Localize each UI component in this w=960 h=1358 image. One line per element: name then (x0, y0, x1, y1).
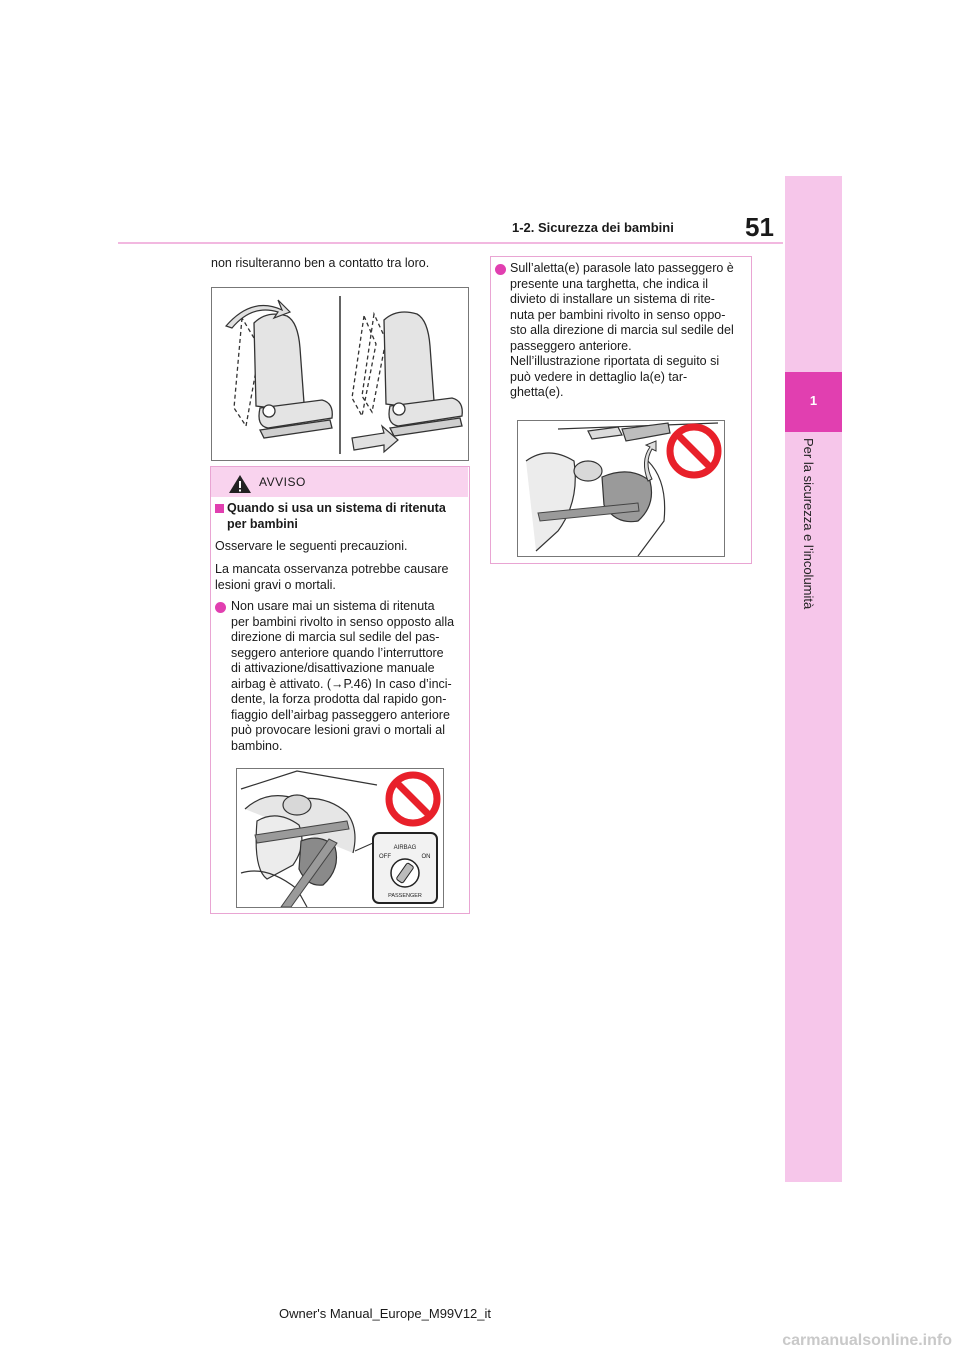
warning-bullet-text (231, 599, 465, 754)
circle-bullet-icon (495, 264, 506, 275)
warning-bullet-line: può provocare lesioni gravi o mortali al (231, 723, 445, 737)
info-bullet-line: nuta per bambini rivolto in senso oppo- (510, 307, 726, 322)
warning-bullet-line: per bambini rivolto in senso opposto alla (231, 614, 455, 629)
warning-paragraph (215, 539, 463, 555)
page-number: 51 (745, 212, 774, 242)
chapter-side-tab (785, 176, 842, 1182)
airbag-switch-top-label: AIRBAG (393, 845, 417, 851)
warning-bullet-line: airbag è attivato. (→P.46) In caso d’inci- (231, 676, 452, 691)
seat-right-illustration (352, 312, 462, 436)
warning-bullet-line: bambino. (231, 738, 283, 753)
chapter-title: Per la sicurezza e l’incolumità (801, 438, 816, 610)
square-bullet-icon (215, 504, 224, 513)
footer (0, 1306, 960, 1321)
sun-visor-label-illustration (517, 420, 725, 557)
info-bullet-line: sto alla direzione di marcia sul sedile del (510, 323, 734, 337)
info-bullet-line: presente una targhetta, che indica il (510, 276, 709, 291)
warning-bullet-line: direzione di marcia sul sedile del pas- (231, 630, 440, 644)
watermark: carmanualsonline.info (782, 1332, 952, 1349)
airbag-switch-off-label: OFF (379, 854, 391, 860)
warning-bullet-line: dente, la forza prodotta dal rapido gon- (231, 692, 447, 706)
warning-bullet-line: Non usare mai un sistema di ritenuta (231, 599, 435, 613)
prohibition-icon (389, 775, 437, 823)
airbag-child-seat-illustration (236, 768, 444, 908)
warning-bullet-line: seggero anteriore quando l’interruttore (231, 645, 444, 660)
chapter-number: 1 (809, 393, 818, 408)
warning-title: AVVISO (259, 475, 306, 489)
warning-paragraph-line: Osservare le seguenti precauzioni. (215, 539, 408, 553)
airbag-switch-icon (373, 833, 437, 903)
seat-left-illustration (234, 314, 332, 438)
info-bullet-line: Sull’aletta(e) parasole lato passeggero è (510, 261, 734, 275)
intro-text: non risulteranno ben a contatto tra loro. (211, 256, 430, 270)
info-bullet-line: può vedere in dettaglio la(e) tar- (510, 369, 688, 384)
info-bullet-line: passeggero anteriore. (510, 338, 632, 353)
warning-bullet-line: fiaggio dell’airbag passeggero anteriore (231, 707, 450, 722)
warning-subheading: Quando si usa un sistema di ritenuta per bambini (227, 501, 446, 531)
warning-triangle-icon (228, 474, 252, 494)
flip-arrow-icon (644, 441, 656, 481)
warning-paragraph-line: lesioni gravi o mortali. (215, 577, 336, 592)
warning-paragraph-2 (215, 562, 463, 593)
prohibition-icon (670, 427, 718, 475)
info-bullet-line: divieto di installare un sistema di rite- (510, 292, 715, 306)
footer-text: Owner's Manual_Europe_M99V12_it (278, 1306, 492, 1321)
seat-adjustment-illustration (211, 287, 469, 461)
airbag-switch-on-label: ON (421, 854, 431, 860)
info-bullet-text (510, 261, 746, 401)
section-title: 1-2. Sicurezza dei bambini (512, 220, 674, 235)
warning-paragraph-line: La mancata osservanza potrebbe causare (215, 562, 449, 576)
sun-visor (622, 423, 670, 441)
info-bullet-line: Nell’illustrazione riportata di seguito si (510, 354, 720, 368)
warning-bullet-line: di attivazione/disattivazione manuale (231, 661, 435, 675)
circle-bullet-icon (215, 602, 226, 613)
header-rule (118, 242, 783, 244)
airbag-switch-bottom-label: PASSENGER (388, 893, 422, 899)
info-bullet-line: ghetta(e). (510, 385, 564, 399)
